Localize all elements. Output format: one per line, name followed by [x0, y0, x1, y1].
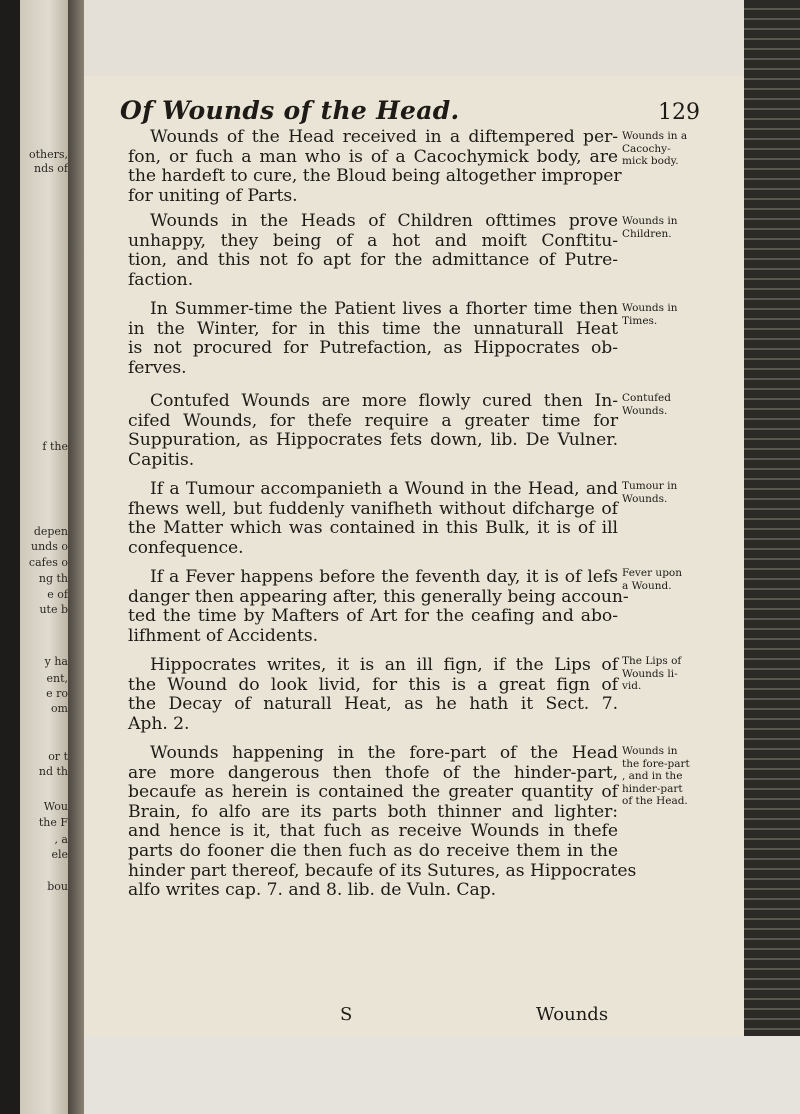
book-gutter — [68, 0, 84, 1114]
text-line: unhappy, they being of a hot and moift Conftitu- — [128, 230, 618, 251]
paragraph — [128, 656, 618, 734]
text-line: Wounds happening in the fore-part of the Head — [150, 743, 618, 763]
margin-note-line: Wounds. — [622, 492, 668, 505]
margin-note-line: Wounds. — [622, 404, 668, 417]
margin-note-line: mick body. — [622, 155, 679, 167]
text-line: fhews well, but fuddenly vanifheth without difcharge of — [128, 498, 618, 519]
text-line: If a Fever happens before the feventh day, it is of lefs — [150, 567, 618, 587]
paragraph — [128, 127, 622, 206]
text-line: faction. — [128, 269, 194, 290]
margin-note — [622, 655, 732, 693]
margin-note-line: Times. — [622, 314, 658, 327]
margin-note-line: The Lips of — [622, 655, 682, 667]
facing-page-fragment: or t — [48, 750, 68, 763]
margin-note — [622, 302, 732, 327]
margin-note-line: of the Head. — [622, 795, 688, 807]
paragraph — [128, 300, 618, 378]
margin-note-line: Wounds in a — [622, 130, 688, 142]
paragraph — [128, 567, 629, 646]
text-line: in the Winter, for in this time the unnaturall Heat — [128, 318, 618, 339]
paragraph — [128, 212, 618, 290]
text-line: alfo writes cap. 7. and 8. lib. de Vuln. Cap. — [128, 880, 497, 901]
text-line: hinder part thereof, becaufe of its Sutures, as Hippocrates — [128, 860, 637, 881]
text-line: Brain, fo alfo are its parts both thinner and lighter: — [128, 801, 618, 822]
facing-page-fragment: f the — [42, 440, 68, 453]
facing-page-fragment: nd th — [38, 765, 68, 778]
text-line: confequence. — [128, 537, 244, 558]
text-line: ted the time by Mafters of Art for the ceafing and abo- — [128, 606, 618, 627]
margin-note-line: Wounds in — [622, 215, 678, 227]
text-line: Hippocrates writes, it is an ill fign, if the Lips of — [150, 655, 618, 675]
book-spine-shadow — [0, 0, 20, 1114]
margin-note-line: Wounds in — [622, 745, 678, 757]
text-line: Suppuration, as Hippocrates fets down, lib. De Vulner. — [128, 430, 618, 451]
text-line: Wounds of the Head received in a diftempered per- — [150, 127, 618, 147]
margin-note-line: Children. — [622, 227, 672, 240]
facing-page-fragment: ng th — [38, 572, 68, 585]
margin-note — [622, 392, 732, 417]
text-line: are more dangerous then thofe of the hinder-part, — [128, 762, 618, 783]
margin-note-line: Contufed — [622, 392, 671, 404]
margin-note — [622, 215, 732, 240]
margin-note — [622, 480, 732, 505]
margin-note-line: Cacochy- — [622, 142, 671, 155]
margin-note-line: Fever upon — [622, 567, 682, 579]
facing-page-fragment: the F — [38, 816, 68, 829]
text-line: for uniting of Parts. — [128, 185, 298, 206]
margin-note-line: the fore-part — [622, 757, 690, 770]
text-line: fon, or fuch a man who is of a Cacochymick body, are — [128, 146, 618, 167]
facing-page-fragment: e ro — [46, 687, 68, 700]
facing-page-fragment: om — [50, 702, 68, 715]
text-line: parts do fooner die then fuch as do receive them in the — [128, 840, 618, 861]
text-line: lifhment of Accidents. — [128, 625, 319, 646]
facing-page-fragment: ele — [51, 848, 68, 861]
facing-page-fragment: y ha — [44, 655, 68, 668]
text-line: Wounds in the Heads of Children ofttimes prove — [150, 211, 618, 231]
signature-mark: S — [340, 1004, 353, 1025]
text-line: In Summer-time the Patient lives a fhorter time then — [150, 299, 618, 319]
text-line: the Matter which was contained in this Bulk, it is of ill — [128, 518, 618, 539]
text-line: the Decay of naturall Heat, as he hath it Sect. 7. — [128, 694, 618, 715]
page-edge-right — [744, 0, 800, 1114]
facing-page-fragment: bou — [47, 880, 68, 893]
margin-note-line: vid. — [622, 680, 642, 692]
facing-page-fragment: Wou — [43, 800, 68, 813]
margin-note-line: Wounds li- — [622, 667, 678, 680]
margin-note-line: Tumour in — [622, 480, 678, 492]
facing-page-fragment: , a — [54, 833, 68, 846]
text-line: Capitis. — [128, 449, 195, 470]
text-line: the hardeft to cure, the Bloud being altogether improper — [128, 166, 622, 187]
facing-page-fragment: ute b — [39, 603, 68, 616]
page-number: 129 — [658, 100, 700, 125]
facing-page-fragment: cafes o — [28, 556, 68, 569]
scan-top-margin — [84, 0, 800, 76]
facing-page-fragment: depen — [33, 525, 68, 538]
margin-note-line: Wounds in — [622, 302, 678, 314]
margin-note — [622, 567, 732, 592]
facing-page-fragment: others, — [28, 148, 68, 161]
facing-page-fragment: e of — [47, 588, 68, 601]
text-line: If a Tumour accompanieth a Wound in the Head, and — [150, 479, 618, 499]
text-line: danger then appearing after, this generally being accoun- — [128, 586, 629, 607]
text-line: tion, and this not fo apt for the admittance of Putre- — [128, 250, 618, 271]
facing-page-fragment: nds of — [34, 162, 68, 175]
margin-note-line: hinder-part — [622, 782, 683, 795]
facing-page-fragment: unds o — [31, 540, 68, 553]
facing-page-fragment: ent, — [46, 672, 68, 685]
paragraph — [128, 392, 618, 470]
margin-note — [622, 130, 732, 168]
margin-note-line: , and in the — [622, 770, 683, 782]
margin-note-line: a Wound. — [622, 579, 672, 592]
text-line: the Wound do look livid, for this is a great fign of — [128, 674, 618, 695]
text-line: ferves. — [128, 357, 187, 378]
scan-bottom-margin — [84, 1036, 800, 1114]
text-line: Aph. 2. — [128, 713, 190, 734]
text-line: is not procured for Putrefaction, as Hippocrates ob- — [128, 338, 618, 359]
margin-note — [622, 745, 732, 808]
text-line: Contufed Wounds are more flowly cured then In- — [150, 391, 618, 411]
text-line: becaufe as herein is contained the greater quantity of — [128, 782, 618, 803]
text-line: cifed Wounds, for thefe require a greater time for — [128, 410, 618, 431]
running-head: Of Wounds of the Head. — [120, 96, 460, 125]
paragraph — [128, 743, 637, 901]
paragraph — [128, 480, 618, 558]
text-line: and hence is it, that fuch as receive Wounds in thefe — [128, 821, 618, 842]
catchword: Wounds — [536, 1004, 609, 1025]
